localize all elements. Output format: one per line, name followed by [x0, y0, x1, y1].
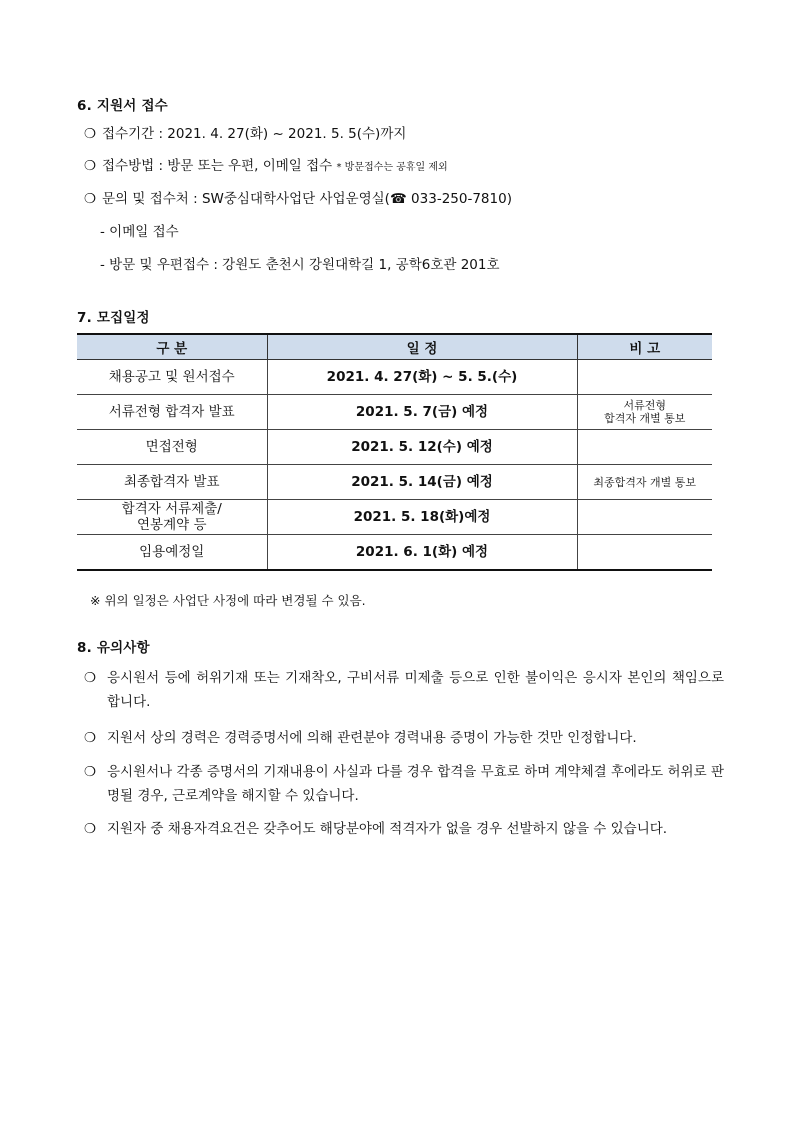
row-date: 2021. 4. 27(화) ~ 5. 5.(수) — [267, 360, 577, 395]
row-note — [577, 360, 712, 395]
table-row — [77, 395, 712, 430]
row-note — [577, 430, 712, 465]
application-method-text: 접수방법 : 방문 또는 우편, 이메일 접수 — [102, 158, 333, 174]
circle-bullet-icon: ❍ — [84, 670, 97, 686]
row-item: 임용예정일 — [77, 535, 267, 571]
row-date: 2021. 5. 18(화)예정 — [267, 500, 577, 535]
application-method — [84, 157, 448, 177]
header-schedule: 일 정 — [267, 334, 577, 360]
notice-text: 응시원서나 각종 증명서의 기재내용이 사실과 다를 경우 합격을 무효로 하며 계약체결 후에라도 허위로 판명될 경우, 근로계약을 해지할 수 있습니다. — [107, 764, 724, 804]
row-note — [577, 395, 712, 430]
row-date: 2021. 5. 7(금) 예정 — [267, 395, 577, 430]
section-6-title: 6. 지원서 접수 — [77, 98, 168, 114]
row-note-line1: 서류전형 — [623, 399, 666, 412]
notice-item — [84, 726, 724, 750]
row-date: 2021. 5. 14(금) 예정 — [267, 465, 577, 500]
table-row — [77, 500, 712, 535]
notice-text: 응시원서 등에 허위기재 또는 기재착오, 구비서류 미제출 등으로 인한 불이익은 응시자 본인의 책임으로 합니다. — [107, 670, 724, 710]
application-period — [84, 125, 406, 143]
phone-icon: ☎ — [389, 191, 407, 207]
row-item-line1: 합격자 서류제출/ — [121, 501, 222, 517]
circle-bullet-icon: ❍ — [84, 158, 97, 174]
row-item: 최종합격자 발표 — [77, 465, 267, 500]
row-note: 최종합격자 개별 통보 — [577, 465, 712, 500]
schedule-footnote: ※ 위의 일정은 사업단 사정에 따라 변경될 수 있음. — [90, 593, 366, 608]
header-remarks: 비 고 — [577, 334, 712, 360]
header-category: 구 분 — [77, 334, 267, 360]
row-note-line2: 합격자 개별 통보 — [604, 412, 686, 425]
submission-email: - 이메일 접수 — [100, 224, 179, 240]
notice-item — [84, 817, 724, 841]
contact-text-start: 문의 및 접수처 : SW중심대학사업단 사업운영실( — [102, 191, 390, 207]
row-item — [77, 500, 267, 535]
table-row — [77, 465, 712, 500]
circle-bullet-icon: ❍ — [84, 821, 97, 837]
section-8-title: 8. 유의사항 — [77, 640, 150, 656]
table-header-row — [77, 334, 712, 360]
contact-info — [84, 190, 512, 208]
submission-visit-mail: - 방문 및 우편접수 : 강원도 춘천시 강원대학길 1, 공학6호관 201호 — [100, 257, 500, 273]
row-item-line2: 연봉계약 등 — [137, 517, 207, 533]
schedule-table — [77, 333, 712, 571]
row-date: 2021. 6. 1(화) 예정 — [267, 535, 577, 571]
notice-text: 지원서 상의 경력은 경력증명서에 의해 관련분야 경력내용 증명이 가능한 것만 인정합니다. — [107, 730, 637, 746]
section-7-title: 7. 모집일정 — [77, 310, 150, 326]
contact-phone: 033-250-7810) — [406, 191, 512, 207]
row-date: 2021. 5. 12(수) 예정 — [267, 430, 577, 465]
row-item: 면접전형 — [77, 430, 267, 465]
circle-bullet-icon: ❍ — [84, 730, 97, 746]
row-item: 서류전형 합격자 발표 — [77, 395, 267, 430]
row-note — [577, 500, 712, 535]
application-period-text: 접수기간 : 2021. 4. 27(화) ~ 2021. 5. 5(수)까지 — [102, 126, 407, 142]
table-row — [77, 360, 712, 395]
application-method-note: * 방문접수는 공휴일 제외 — [336, 162, 448, 173]
notice-item — [84, 760, 724, 808]
notice-item — [84, 666, 724, 714]
circle-bullet-icon: ❍ — [84, 126, 97, 142]
circle-bullet-icon: ❍ — [84, 191, 97, 207]
table-row — [77, 430, 712, 465]
notice-text: 지원자 중 채용자격요건은 갖추어도 해당분야에 적격자가 없을 경우 선발하지 않을 수 있습니다. — [107, 821, 668, 837]
circle-bullet-icon: ❍ — [84, 764, 97, 780]
table-row — [77, 535, 712, 571]
row-note — [577, 535, 712, 571]
row-item: 채용공고 및 원서접수 — [77, 360, 267, 395]
